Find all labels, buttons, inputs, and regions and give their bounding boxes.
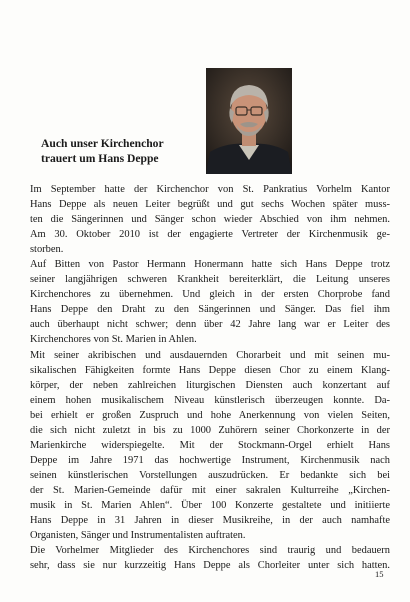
text-line: Hans Deppe den Draht zu den Sängerinnen und Sänger. Das fiel ihm: [30, 304, 390, 316]
text-line: musik in St. Marien Ahlen“. Über 100 Konzerte gestaltete und initiierte: [30, 499, 390, 511]
text-line: bei erhielt er großen Zuspruch und hohe Anerkennung von vielen Seiten,: [30, 409, 390, 421]
text-line: sehr, dass sie nur kurzzeitig Hans Deppe als Chorleiter unter sich hatten.: [30, 560, 390, 572]
text-line: die sich nicht zuletzt in bis zu 1000 Zuhörern seiner Chorkonzerte in der: [30, 424, 390, 436]
text-line: Die Vorhelmer Mitglieder des Kirchenchores sind traurig und bedauern: [30, 545, 390, 557]
text-line: der St. Marien-Gemeinde dafür mit einer sakralen Kulturreihe „Kirchen-: [30, 484, 390, 496]
text-line: Hans Deppe als neuen Leiter begrüßt und gut sechs Wochen später muss-: [30, 199, 390, 211]
headline-line: trauert um Hans Deppe: [41, 152, 159, 165]
article-body: [30, 182, 390, 573]
text-line: Hans Deppe in 31 Jahren in dieser Musikreihe, in der auch namhafte: [30, 515, 390, 527]
text-line: Organisten, Sänger und Instrumentalisten auftraten.: [30, 530, 246, 542]
text-line: Am 30. Oktober 2010 ist der engagierte Vertreter der Kirchenmusik ge-: [30, 229, 390, 241]
text-line: auch überhaupt nicht schwer; denn über 42 Jahre lang war er Leiter des: [30, 319, 390, 331]
text-line: seinen künstlerischen Vorstellungen auszudrücken. Er bedankte sich bei: [30, 469, 390, 481]
text-line: seiner langjährigen schweren Krankheit bereiterklärt, die Leitung unseres: [30, 274, 390, 286]
text-line: Kirchenchores von St. Marien in Ahlen.: [30, 334, 197, 346]
article-headline: [41, 136, 211, 166]
page-number: 15: [375, 569, 384, 579]
text-line: Auf Bitten von Pastor Hermann Honermann hatte sich Hans Deppe trotz: [30, 259, 390, 271]
text-line: Im September hatte der Kirchenchor von St. Pankratius Vorhelm Kantor: [30, 184, 390, 195]
text-line: Mit seiner akribischen und ausdauernden Chorarbeit und mit seinen mu-: [30, 349, 390, 361]
portrait-photo: [206, 68, 292, 174]
headline-line: Auch unser Kirchenchor: [41, 137, 164, 150]
text-line: ten die Sängerinnen und Sänger schon wieder Abschied von ihm nehmen.: [30, 214, 390, 226]
text-line: Kirchenchores zu übernehmen. Und gleich in der ersten Chorprobe fand: [30, 289, 390, 301]
text-line: einem hohen musikalischem Niveau künstlerisch überzeugen konnte. Da-: [30, 394, 390, 406]
text-line: Deppe im Jahre 1971 das hochwertige Instrument, Kirchenmusik nach: [30, 454, 390, 466]
text-line: sikalischen Fähigkeiten formte Hans Deppe diesen Chor zu einem Klang-: [30, 364, 390, 376]
text-line: körper, der neben zahlreichen liturgischen Diensten auch konzertant auf: [30, 379, 390, 391]
text-line: storben.: [30, 244, 64, 256]
text-line: Marienkirche widerspiegelte. Mit der Stockmann-Orgel erhielt Hans: [30, 439, 390, 451]
